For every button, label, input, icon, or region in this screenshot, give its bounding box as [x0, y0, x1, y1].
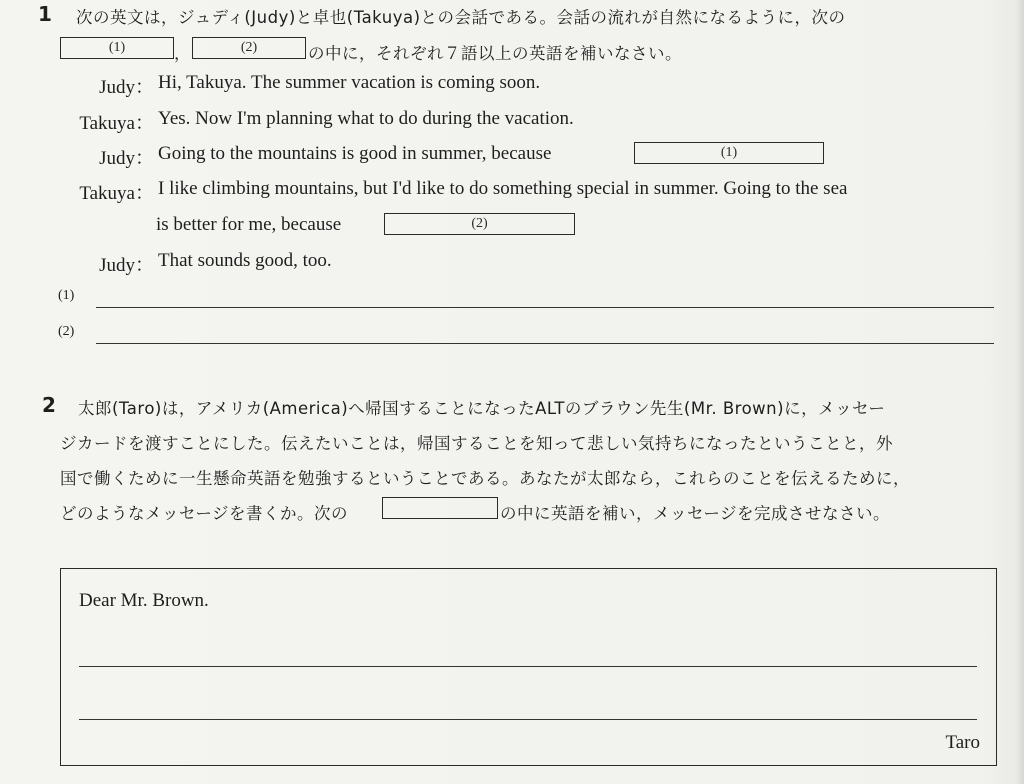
answer-box-2-label: (2) — [471, 216, 488, 231]
answer-box-1[interactable] — [634, 142, 824, 164]
answer-line-1[interactable] — [96, 307, 994, 308]
message-card-line-2[interactable] — [79, 719, 977, 720]
message-card-line-1[interactable] — [79, 666, 977, 667]
dialogue-1-speaker: Judy： — [99, 77, 154, 98]
question-1-instruction-line2: の中に，それぞれ７語以上の英語を補いなさい。 — [308, 44, 682, 63]
message-card-signature: Taro — [945, 732, 980, 753]
question-1-number: 1 — [38, 2, 52, 26]
message-card-frame — [60, 568, 997, 766]
question-2-instruction-line3: 国で働くために一生懸命英語を勉強するということである。あなたが太郎なら，これらのことを伝えるために， — [60, 469, 910, 488]
instruction-blank-box-1-label: (1) — [108, 40, 126, 55]
dialogue-1-text: Hi, Takuya. The summer vacation is coming soon. — [158, 72, 541, 93]
question-2-number: 2 — [42, 393, 56, 417]
answer-box-1-label: (1) — [720, 145, 738, 160]
dialogue-6-speaker: Judy： — [99, 255, 154, 276]
instruction-blank-box-2 — [192, 37, 306, 59]
dialogue-3-speaker: Judy： — [99, 148, 154, 169]
instruction-blank-box-2-label: (2) — [240, 40, 258, 55]
answer-line-1-label: (1) — [58, 288, 75, 303]
question-2-instruction-line2: ジカードを渡すことにした。伝えたいことは，帰国することを知って悲しい気持ちになったということと，外 — [60, 434, 893, 453]
answer-line-2[interactable] — [96, 343, 994, 344]
answer-box-2[interactable] — [384, 213, 575, 235]
instruction-separator: ， — [174, 44, 191, 63]
dialogue-2-text: Yes. Now I'm planning what to do during the vacation. — [158, 108, 574, 129]
dialogue-5-text: is better for me, because — [156, 214, 342, 235]
instruction-blank-box-q2 — [382, 497, 498, 519]
dialogue-4-text: I like climbing mountains, but I'd like to do something special in summer. Going to the sea — [158, 178, 848, 199]
question-2-instruction-line4-start: どのようなメッセージを書くか。次の — [60, 504, 349, 523]
page-binding-shadow — [1016, 0, 1024, 784]
dialogue-3-text: Going to the mountains is good in summer, because — [158, 143, 552, 164]
dialogue-2-speaker: Takuya： — [79, 113, 154, 134]
instruction-blank-box-1 — [60, 37, 174, 59]
question-2-instruction-line4-end: の中に英語を補い，メッセージを完成させなさい。 — [500, 504, 891, 523]
question-1-instruction-line1: 次の英文は，ジュディ(Judy)と卓也(Takuya)との会話である。会話の流れが自然になるように，次の — [76, 8, 846, 27]
question-2-instruction-line1: 太郎(Taro)は，アメリカ(America)へ帰国することになったALTのブラウン先生(Mr. Brown)に，メッセー — [78, 399, 886, 418]
dialogue-6-text: That sounds good, too. — [158, 250, 332, 271]
message-card-greeting: Dear Mr. Brown. — [79, 590, 209, 611]
dialogue-4-speaker: Takuya： — [79, 183, 154, 204]
answer-line-2-label: (2) — [58, 324, 75, 339]
